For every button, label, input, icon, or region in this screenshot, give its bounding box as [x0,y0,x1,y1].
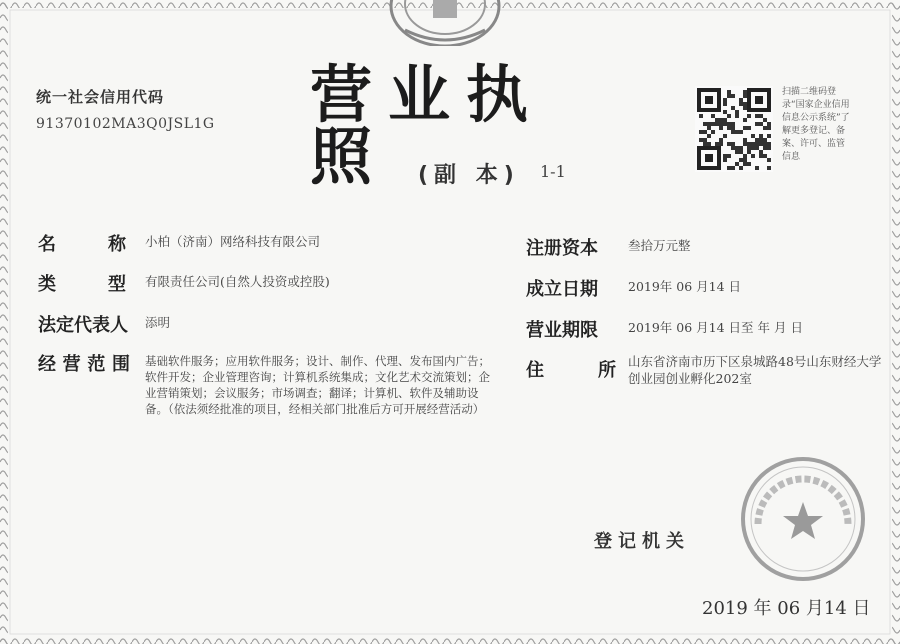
field-label-established-date: 成立日期 [526,279,598,300]
registration-authority-label: 登记机关 [594,531,690,552]
national-emblem-icon [385,0,505,46]
field-value-registered-capital: 叁拾万元整 [628,238,691,253]
label-char: 范 [87,354,106,375]
label-char: 营 [62,354,81,375]
label-char: 称 [108,234,126,255]
qr-caption: 扫描二维码登录“国家企业信用信息公示系统”了解更多登记、备案、许可、监管信息 [782,87,850,162]
official-seal-icon [738,454,868,584]
field-label-business-term: 营业期限 [526,320,598,341]
label-char: 所 [598,360,616,381]
label-char: 类 [38,274,56,295]
page-subtitle: (副 本) [418,163,520,188]
copy-number: 1-1 [540,162,566,181]
label-char: 型 [108,274,126,295]
label-char: 围 [111,354,130,375]
field-value-address: 山东省济南市历下区泉城路48号山东财经大学创业园创业孵化202室 [628,354,882,386]
field-value-legal-rep: 添明 [145,315,171,330]
field-label-type [38,270,126,296]
label-char: 住 [526,360,544,381]
field-value-established-date: 2019年 06 月14 日 [628,279,742,294]
qr-code-icon[interactable] [695,86,773,172]
field-value-name: 小柏（济南）网络科技有限公司 [145,234,321,249]
credit-code-label: 统一社会信用代码 [36,88,165,106]
label-char: 经 [38,354,56,375]
field-label-business-scope [38,350,130,376]
issue-date: 2019 年 06 月14 日 [702,598,871,619]
field-value-business-scope: 基础软件服务；应用软件服务；设计、制作、代理、发布国内广告；软件开发；企业管理咨询；计算机系统集成；文化艺术交流策划；企业营销策划；会议服务；市场调查；翻译；计算机、软件及辅助设备。（依法须经批准的项目，经相关部门批准后方可开展经营活动） [145,354,490,416]
field-value-type: 有限责任公司(自然人投资或控股) [145,274,330,289]
field-label-name [38,230,126,256]
field-label-address [526,356,616,382]
field-label-registered-capital: 注册资本 [526,238,598,259]
label-char: 名 [38,234,56,255]
page-title: 营业执照 [310,58,545,193]
credit-code-value: 91370102MA3Q0JSL1G [36,116,215,132]
field-value-business-term: 2019年 06 月14 日至 年 月 日 [628,320,803,335]
field-label-legal-rep: 法定代表人 [38,315,128,336]
